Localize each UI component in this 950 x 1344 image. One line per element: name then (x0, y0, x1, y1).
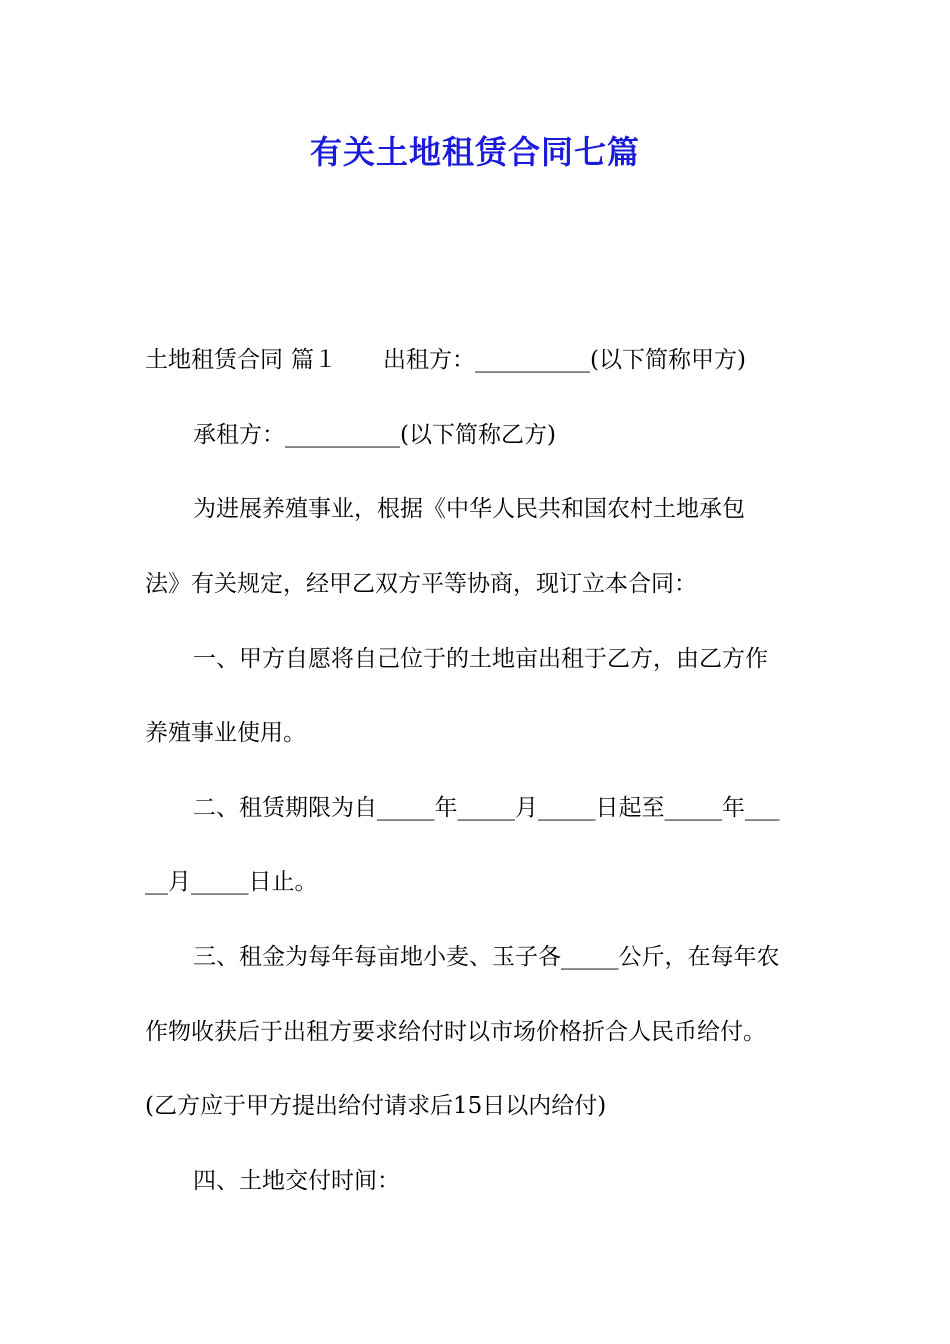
article-number: 篇１ (291, 347, 337, 373)
paragraph-line: 养殖事业使用。 (145, 720, 306, 746)
paragraph-line: __月_____日止。 (145, 869, 318, 895)
paragraph-line: 一、甲方自愿将自己位于的土地亩出租于乙方，由乙方作 (193, 646, 768, 672)
lessee-line: 承租方：__________(以下简称乙方) (193, 422, 556, 448)
contract-name: 土地租赁合同 (145, 347, 283, 373)
paragraph-line: 为进展养殖事业，根据《中华人民共和国农村土地承包 (193, 496, 745, 522)
paragraph-line: 四、土地交付时间： (193, 1168, 400, 1194)
paragraph-line: 三、租金为每年每亩地小麦、玉子各_____公斤，在每年农 (193, 944, 780, 970)
paragraph-line: 二、租赁期限为自_____年_____月_____日起至_____年___ (193, 795, 780, 821)
paragraph-line: 法》有关规定，经甲乙双方平等协商，现订立本合同： (145, 571, 697, 597)
paragraph-line: 作物收获后于出租方要求给付时以市场价格折合人民币给付。 (145, 1019, 766, 1045)
lessor-field: 出租方：__________(以下简称甲方) (383, 347, 746, 373)
contract-heading-line (145, 343, 810, 377)
document-title: 有关土地租赁合同七篇 (309, 133, 640, 171)
paragraph-line: (乙方应于甲方提出给付请求后15日以内给付) (145, 1093, 607, 1119)
